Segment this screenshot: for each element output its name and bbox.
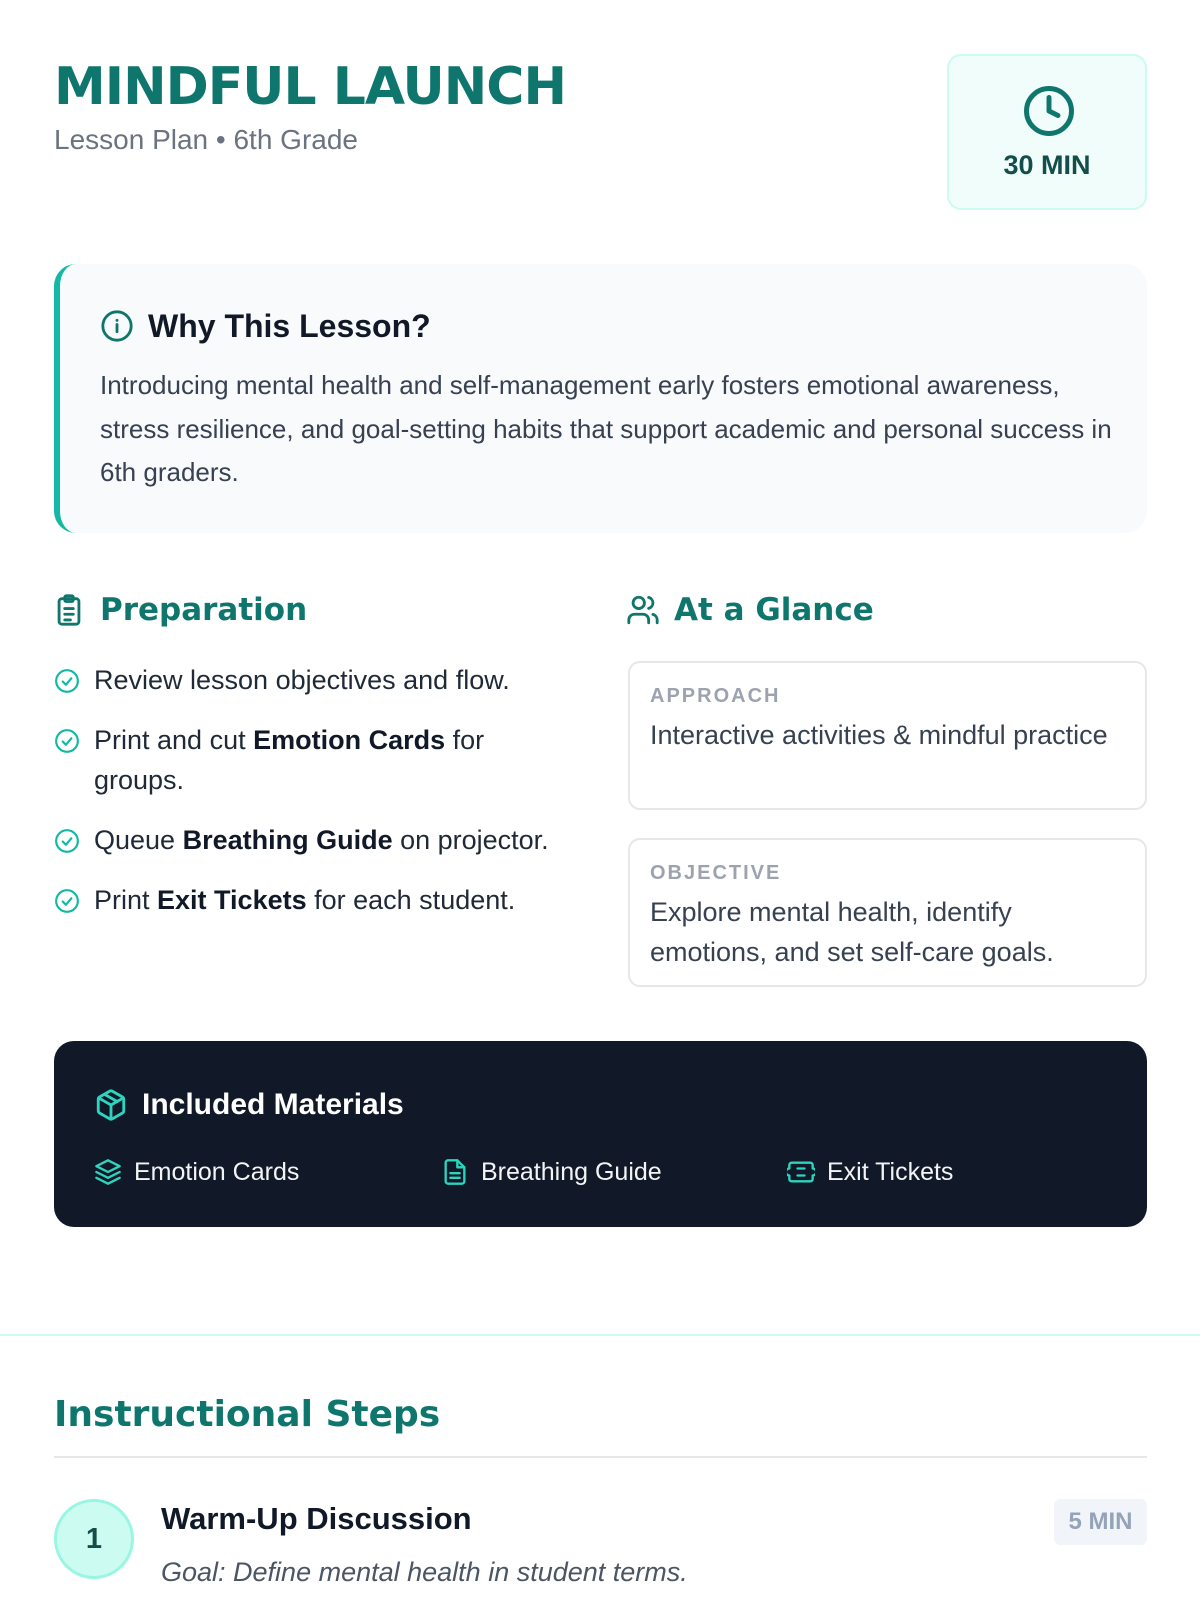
prep-item-text: for each student. <box>306 885 516 915</box>
approach-card <box>628 661 1147 810</box>
prep-item-material: Emotion Cards <box>253 725 446 755</box>
layers-icon <box>94 1158 122 1186</box>
check-circle-icon <box>54 668 80 694</box>
why-lesson-panel <box>54 264 1147 533</box>
material-breathing-guide[interactable] <box>441 1153 662 1191</box>
preparation-list <box>54 660 574 940</box>
list-item <box>54 880 574 920</box>
material-emotion-cards[interactable] <box>94 1153 299 1191</box>
check-circle-icon <box>54 728 80 754</box>
prep-item-text: for groups. <box>94 725 485 795</box>
steps-divider <box>54 1456 1147 1458</box>
step-number: 1 <box>54 1499 134 1579</box>
glance-heading <box>626 590 874 630</box>
info-icon <box>100 309 134 343</box>
lesson-header <box>54 54 1147 210</box>
materials-panel <box>54 1041 1147 1227</box>
step-item <box>54 1499 1147 1600</box>
why-lesson-heading <box>100 306 431 346</box>
material-exit-tickets[interactable] <box>787 1153 953 1191</box>
list-item <box>54 720 574 800</box>
check-circle-icon <box>54 828 80 854</box>
objective-card <box>628 838 1147 987</box>
prep-item-text: Print <box>94 885 158 915</box>
prep-item-text: Print and cut <box>94 725 254 755</box>
material-label: Breathing Guide <box>481 1157 662 1186</box>
list-item <box>54 820 574 860</box>
steps-title: Instructional Steps <box>54 1394 441 1435</box>
list-item <box>54 660 574 700</box>
duration-badge <box>947 54 1147 210</box>
prep-item-material: Breathing Guide <box>182 825 393 855</box>
lesson-title: MINDFUL LAUNCH <box>54 57 566 117</box>
clipboard-icon <box>52 593 86 627</box>
approach-text: Interactive activities & mindful practice <box>650 720 1108 750</box>
step-title: Warm-Up Discussion <box>161 1501 472 1536</box>
prep-item-material: Exit Tickets <box>157 885 307 915</box>
approach-label: APPROACH <box>650 685 781 707</box>
materials-title: Included Materials <box>142 1088 404 1121</box>
preparation-heading <box>52 590 307 630</box>
users-icon <box>626 593 660 627</box>
material-label: Emotion Cards <box>134 1157 300 1186</box>
lesson-subtitle: Lesson Plan • 6th Grade <box>54 124 358 155</box>
clock-icon <box>1022 84 1076 138</box>
section-divider <box>0 1334 1200 1336</box>
glance-title: At a Glance <box>674 592 874 628</box>
prep-item-text: Review lesson objectives and flow. <box>94 665 510 695</box>
duration-label: 30 MIN <box>1003 150 1091 180</box>
prep-item-text: on projector. <box>392 825 549 855</box>
ticket-icon <box>787 1158 815 1186</box>
materials-heading <box>94 1085 404 1125</box>
step-goal: Goal: Define mental health in student terms. <box>161 1557 688 1587</box>
preparation-title: Preparation <box>100 592 308 628</box>
check-circle-icon <box>54 888 80 914</box>
objective-label: OBJECTIVE <box>650 862 782 884</box>
why-lesson-title: Why This Lesson? <box>148 307 431 344</box>
prep-item-text: Queue <box>94 825 183 855</box>
material-label: Exit Tickets <box>827 1157 954 1186</box>
package-icon <box>94 1088 128 1122</box>
step-duration-badge: 5 MIN <box>1054 1499 1147 1545</box>
why-lesson-text: Introducing mental health and self-management early fosters emotional awareness, stress resilience, and goal-setting habits that support academic and personal success in 6th graders. <box>100 370 1112 487</box>
document-icon <box>441 1158 469 1186</box>
objective-text: Explore mental health, identify emotions, and set self-care goals. <box>650 897 1054 967</box>
